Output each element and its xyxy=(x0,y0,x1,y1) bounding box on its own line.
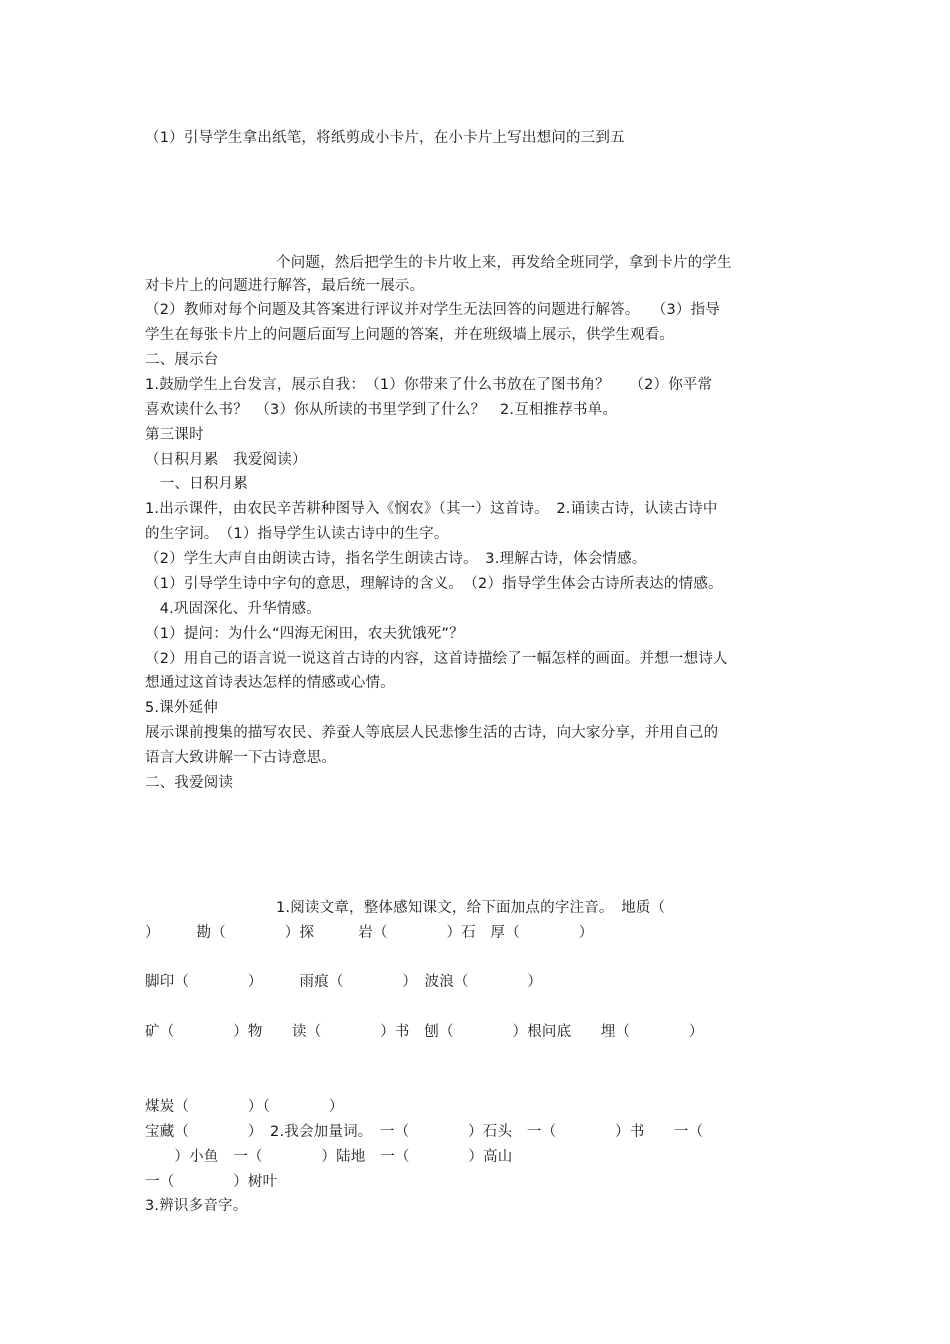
section-heading: 二、展示台 xyxy=(145,352,219,368)
exercise-line: 1.阅读文章，整体感知课文，给下面加点的字注音。 地质（ xyxy=(276,900,666,916)
text-line: （2）学生大声自由朗读古诗，指名学生朗读古诗。 3.理解古诗，体会情感。 xyxy=(145,551,647,567)
text-line: 个问题，然后把学生的卡片收上来，再发给全班同学，拿到卡片的学生 xyxy=(276,255,732,271)
exercise-line: 3.辨识多音字。 xyxy=(145,1198,248,1214)
exercise-line: 一（ ）树叶 xyxy=(145,1174,278,1190)
text-line: 喜欢读什么书？ （3）你从所读的书里学到了什么？ 2.互相推荐书单。 xyxy=(145,402,618,418)
exercise-line: 煤炭（ ）（ ） xyxy=(145,1099,344,1115)
text-line: （1）引导学生诗中字句的意思，理解诗的含义。 （2）指导学生体会古诗所表达的情感。 xyxy=(145,576,723,592)
text-line: 1.出示课件，由农民辛苦耕种图导入《悯农》（其一）这首诗。 2.诵读古诗，认读古诗中 xyxy=(145,501,718,517)
exercise-line: 矿（ ）物 读（ ）书 刨（ ）根问底 埋（ ） xyxy=(145,1024,704,1040)
text-line: 想通过这首诗表达怎样的情感或心情。 xyxy=(145,675,395,691)
text-line: （1）提问：为什么“四海无闲田，农夫犹饿死”？ xyxy=(145,626,464,642)
text-line: （1）引导学生拿出纸笔，将纸剪成小卡片，在小卡片上写出想问的三到五 xyxy=(145,130,625,146)
exercise-line: ）小鱼 一（ ）陆地 一（ ）高山 xyxy=(145,1149,513,1165)
lesson-heading: 第三课时 xyxy=(145,427,204,443)
text-line: （日积月累 我爱阅读） xyxy=(145,452,307,468)
text-line: 展示课前搜集的描写农民、养蚕人等底层人民悲惨生活的古诗，向大家分享，并用自己的 xyxy=(145,725,719,741)
text-line: 学生在每张卡片上的问题后面写上问题的答案，并在班级墙上展示，供学生观看。 xyxy=(145,327,675,343)
text-line: 语言大致讲解一下古诗意思。 xyxy=(145,750,337,766)
exercise-line: ） 勘（ ）探 岩（ ）石 厚（ ） xyxy=(145,925,594,941)
text-line: 4.巩固深化、升华情感。 xyxy=(145,601,321,617)
text-line: 对卡片上的问题进行解答，最后统一展示。 xyxy=(145,278,425,294)
text-line: （2）教师对每个问题及其答案进行评议并对学生无法回答的问题进行解答。 （3）指导 xyxy=(145,302,721,318)
text-line: 1.鼓励学生上台发言，展示自我： （1）你带来了什么书放在了图书角？ （2）你平常 xyxy=(145,377,713,393)
text-line: 5.课外延伸 xyxy=(145,700,219,716)
text-line: 的生字词。 （1）指导学生认读古诗中的生字。 xyxy=(145,526,449,542)
exercise-line: 宝藏（ ） 2.我会加量词。 一（ ）石头 一（ ）书 一（ xyxy=(145,1124,704,1140)
text-line: （2）用自己的语言说一说这首古诗的内容，这首诗描绘了一幅怎样的画面。并想一想诗人 xyxy=(145,651,728,667)
section-heading: 一、日积月累 xyxy=(145,476,248,492)
exercise-line: 脚印（ ） 雨痕（ ） 波浪（ ） xyxy=(145,974,543,990)
section-heading: 二、我爱阅读 xyxy=(145,775,234,791)
